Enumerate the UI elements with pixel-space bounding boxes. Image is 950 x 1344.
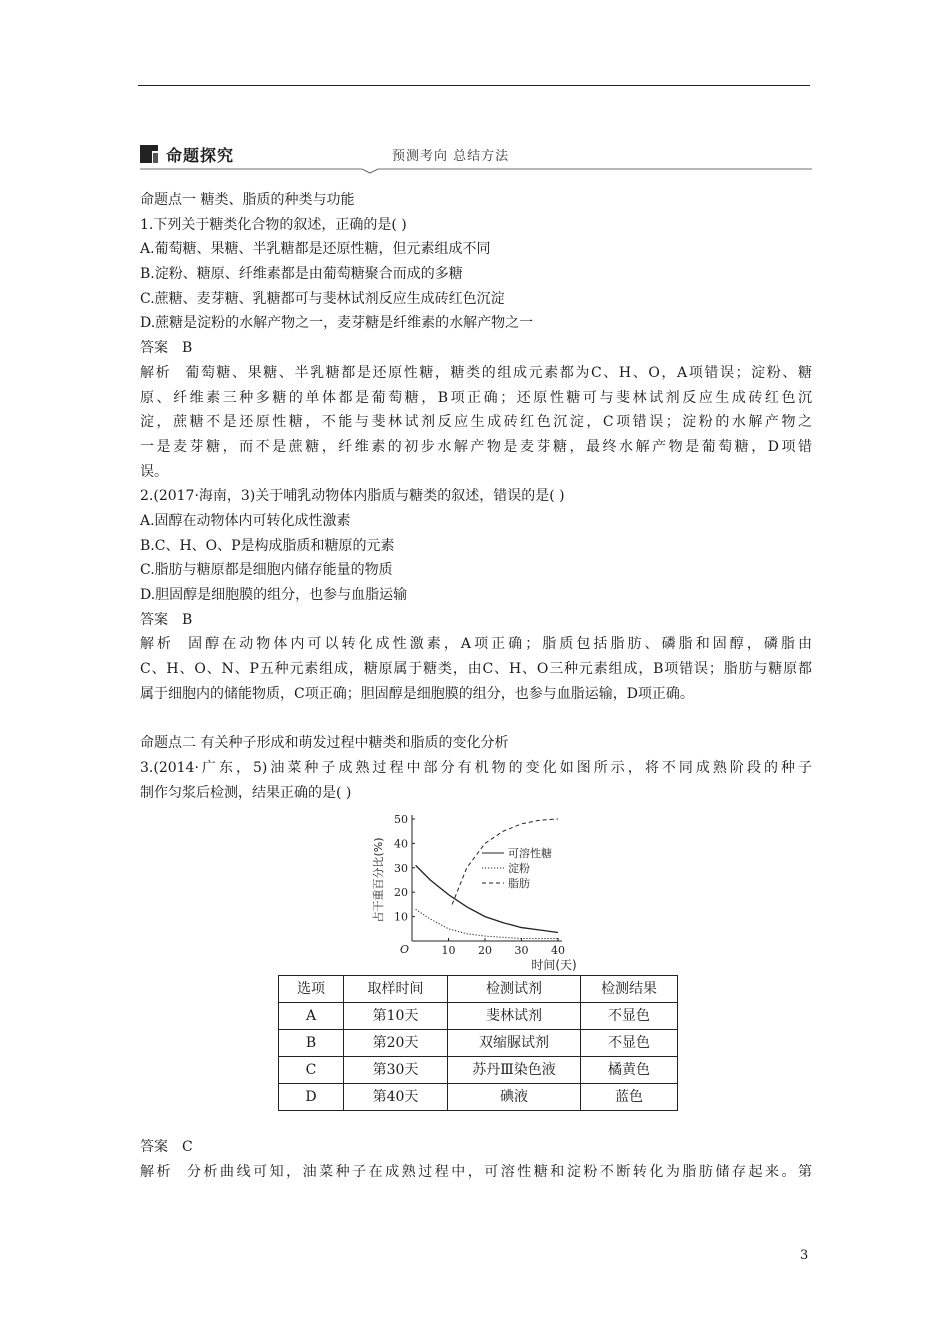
answer-label: 答案	[140, 340, 168, 357]
question-1-answer	[140, 336, 812, 361]
x-tick-label: 10	[441, 944, 456, 958]
analysis-text: 固醇在动物体内可以转化成性激素，A项正确；脂质包括脂肪、磷脂和固醇，磷脂由	[188, 636, 813, 653]
analysis-label: 解析	[140, 364, 172, 381]
table-cell: 蓝色	[581, 1084, 678, 1111]
chart-container	[140, 805, 812, 975]
y-tick-label: 10	[394, 910, 408, 924]
question-1-stem: 1.下列关于糖类化合物的叙述，正确的是( )	[140, 216, 407, 233]
answer-value: B	[182, 340, 193, 357]
table-header-cell: 检测试剂	[448, 976, 581, 1003]
y-tick-label: 30	[394, 861, 408, 875]
answer-value: C	[182, 1139, 193, 1156]
series-line-3	[452, 819, 558, 904]
topic-1-title: 命题点一 糖类、脂质的种类与功能	[140, 192, 355, 208]
options-table	[278, 975, 678, 1111]
question-2-stem: 2.(2017·海南，3)关于哺乳动物体内脂质与糖类的叙述，错误的是( )	[140, 488, 565, 505]
table-cell: 橘黄色	[581, 1057, 678, 1084]
answer-value: B	[182, 611, 193, 628]
table-header-row	[279, 976, 678, 1003]
legend-label: 可溶性糖	[508, 847, 552, 861]
table-cell: D	[279, 1084, 344, 1111]
x-tick-label: 20	[478, 944, 492, 958]
table-cell: 第10天	[344, 1003, 448, 1030]
question-1-analysis-line: 原、纤维素三种多糖的单体都是葡萄糖，B项正确；还原性糖可与斐林试剂反应生成砖红色沉	[140, 389, 812, 406]
table-cell: 碘液	[448, 1084, 581, 1111]
table-cell: B	[279, 1030, 344, 1057]
answer-label: 答案	[140, 611, 168, 628]
y-tick-label: 50	[394, 813, 408, 827]
question-3-answer	[140, 1135, 812, 1160]
question-1-option-d: D.蔗糖是淀粉的水解产物之一，麦芽糖是纤维素的水解产物之一	[140, 315, 534, 332]
analysis-label: 解析	[140, 1163, 174, 1180]
question-2-option-d: D.胆固醇是细胞膜的组分，也参与血脂运输	[140, 587, 408, 603]
question-1-option-a: A.葡萄糖、果糖、半乳糖都是还原性糖，但元素组成不同	[140, 241, 491, 258]
analysis-text: 分析曲线可知，油菜种子在成熟过程中，可溶性糖和淀粉不断转化为脂肪储存起来。第	[187, 1163, 813, 1180]
table-cell: C	[279, 1057, 344, 1084]
table-cell: 第40天	[344, 1084, 448, 1111]
question-2-analysis-line	[140, 632, 812, 657]
table-header-cell: 取样时间	[344, 976, 448, 1003]
question-1-analysis-line: 淀，蔗糖不是还原性糖，不能与斐林试剂反应生成砖红色沉淀，C项错误；淀粉的水解产物之	[140, 414, 812, 431]
table-cell: 斐林试剂	[448, 1003, 581, 1030]
question-1-analysis-line: 一是麦芽糖，而不是蔗糖，纤维素的初步水解产物是麦芽糖，最终水解产物是葡萄糖，D项错	[140, 438, 812, 455]
table-cell: 第30天	[344, 1057, 448, 1084]
question-1-option-c: C.蔗糖、麦芽糖、乳糖都可与斐林试剂反应生成砖红色沉淀	[140, 290, 505, 307]
y-tick-label: 20	[394, 886, 408, 900]
section-title: 命题探究	[166, 146, 235, 165]
question-2-option-b: B.C、H、O、P是构成脂质和糖原的元素	[140, 537, 395, 554]
y-axis-label: 占干重百分比(%)	[372, 837, 385, 923]
analysis-label: 解析	[140, 636, 175, 653]
question-2-analysis-line: C、H、O、N、P五种元素组成，糖原属于糖类，由C、H、O三种元素组成，B项错误；脂肪与糖原都	[140, 661, 812, 678]
question-3-stem-line: 制作匀浆后检测，结果正确的是( )	[140, 784, 352, 801]
section-header	[140, 143, 812, 173]
question-1-option-b: B.淀粉、糖原、纤维素都是由葡萄糖聚合而成的多糖	[140, 266, 463, 283]
question-3-analysis-line	[140, 1160, 812, 1185]
question-2-option-c: C.脂肪与糖原都是细胞内储存能量的物质	[140, 562, 393, 579]
seed-composition-chart	[370, 805, 577, 973]
question-2-option-a: A.固醇在动物体内可转化成性激素	[140, 512, 351, 529]
topic-2-title: 命题点二 有关种子形成和萌发过程中糖类和脂质的变化分析	[140, 735, 509, 752]
section-mark-icon	[140, 145, 158, 163]
legend-label: 淀粉	[508, 862, 530, 876]
question-3-stem-line: 3.(2014·广东，5)油菜种子成熟过程中部分有机物的变化如图所示，将不同成熟阶段的种子	[140, 759, 812, 776]
section-subtitle: 预测考向 总结方法	[392, 149, 510, 164]
page-number: 3	[800, 1248, 809, 1263]
question-2-answer	[140, 608, 812, 633]
x-tick-label: 40	[551, 944, 565, 958]
table-cell: 不显色	[581, 1030, 678, 1057]
table-cell: A	[279, 1003, 344, 1030]
table-header-cell: 选项	[279, 976, 344, 1003]
table-cell: 不显色	[581, 1003, 678, 1030]
series-line-2	[416, 909, 558, 938]
table-row	[279, 1003, 678, 1030]
table-row	[279, 1030, 678, 1057]
origin-label: O	[400, 943, 410, 957]
question-1-analysis-line: 误。	[140, 463, 168, 480]
analysis-text: 葡萄糖、果糖、半乳糖都是还原性糖，糖类的组成元素都为C、H、O，A项错误；淀粉、糖	[185, 364, 812, 381]
legend-label: 脂肪	[508, 877, 530, 891]
x-axis-label: 时间(天)	[531, 958, 577, 973]
page-content	[140, 188, 812, 1185]
top-rule	[138, 85, 810, 86]
table-cell: 第20天	[344, 1030, 448, 1057]
answer-label: 答案	[140, 1139, 168, 1156]
table-header-cell: 检测结果	[581, 976, 678, 1003]
table-row	[279, 1084, 678, 1111]
question-1-analysis-line	[140, 361, 812, 386]
y-tick-label: 40	[394, 837, 408, 851]
question-2-analysis-line: 属于细胞内的储能物质，C项正确；胆固醇是细胞膜的组分，也参与血脂运输，D项正确。	[140, 685, 694, 702]
x-tick-label: 30	[514, 944, 529, 958]
options-table-container	[140, 975, 812, 1135]
table-cell: 双缩脲试剂	[448, 1030, 581, 1057]
table-row	[279, 1057, 678, 1084]
table-cell: 苏丹Ⅲ染色液	[448, 1057, 581, 1084]
